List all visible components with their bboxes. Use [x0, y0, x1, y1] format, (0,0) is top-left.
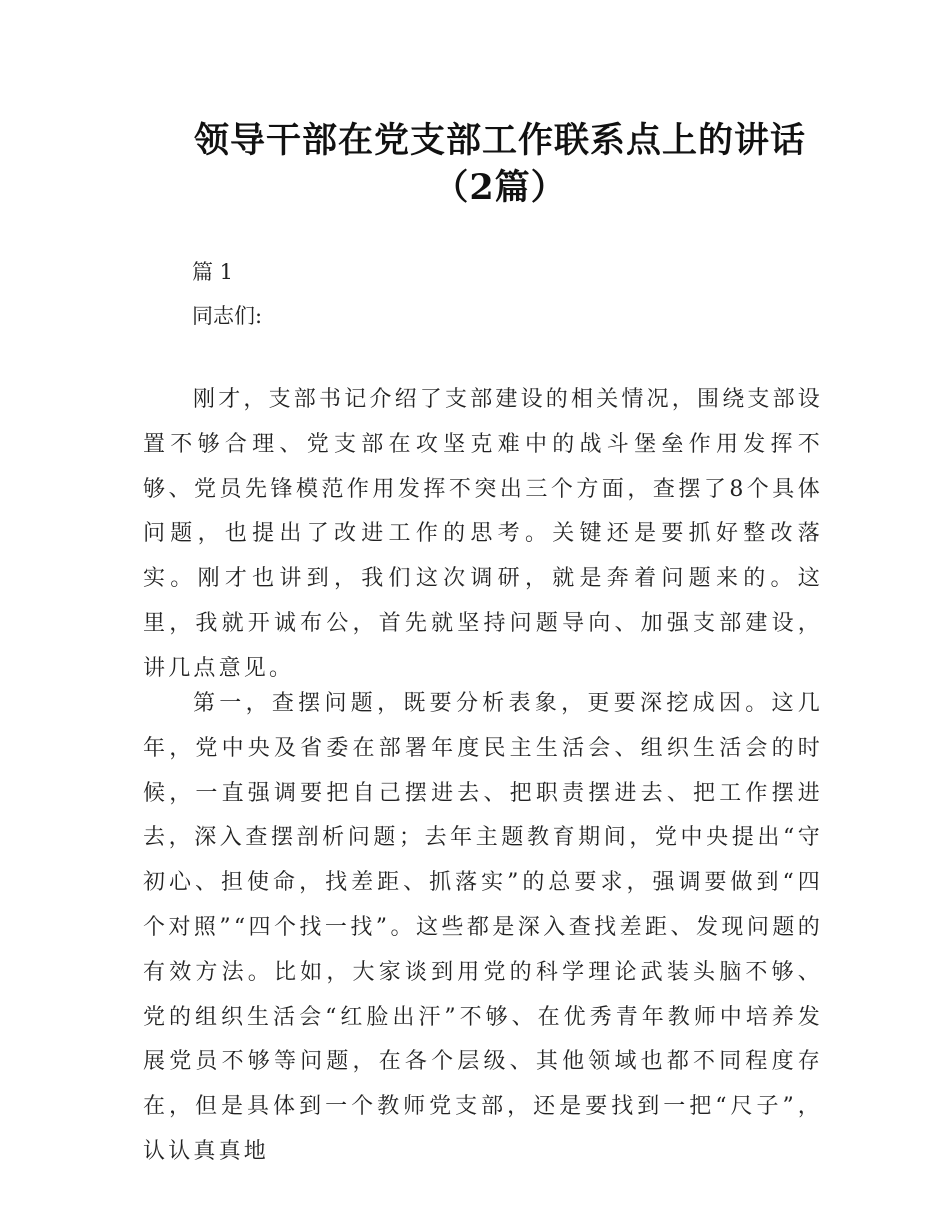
document-title-line-2: （2篇）: [433, 167, 567, 208]
salutation: 同志们:: [192, 304, 263, 328]
section-label: 篇 1: [192, 260, 234, 284]
body-paragraph-1: 刚才，支部书记介绍了支部建设的相关情况，围绕支部设置不够合理、党支部在攻坚克难中的战斗堡垒作用发挥不够、党员先锋模范作用发挥不突出三个方面，查摆了8个具体问题，也提出了改进工作的思考。关键还是要抓好整改落实。刚才也讲到，我们这次调研，就是奔着问题来的。这里，我就开诚布公，首先就坚持问题导向、加强支部建设，讲几点意见。: [143, 387, 824, 681]
body-paragraph-2: 第一，查摆问题，既要分析表象，更要深挖成因。这几年，党中央及省委在部署年度民主生活会、组织生活会的时候，一直强调要把自己摆进去、把职责摆进去、把工作摆进去，深入查摆剖析问题；去年主题教育期间，党中央提出“守初心、担使命，找差距、抓落实”的总要求，强调要做到“四个对照”“四个找一找”。这些都是深入查找差距、发现问题的有效方法。比如，大家谈到用党的科学理论武装头脑不够、党的组织生活会“红脸出汗”不够、在优秀青年教师中培养发展党员不够等问题，在各个层级、其他领域也都不同程度存在，但是具体到一个教师党支部，还是要找到一把“尺子”，认认真真地: [143, 691, 823, 1164]
document-title-line-1: 领导干部在党支部工作联系点上的讲话: [193, 120, 806, 161]
